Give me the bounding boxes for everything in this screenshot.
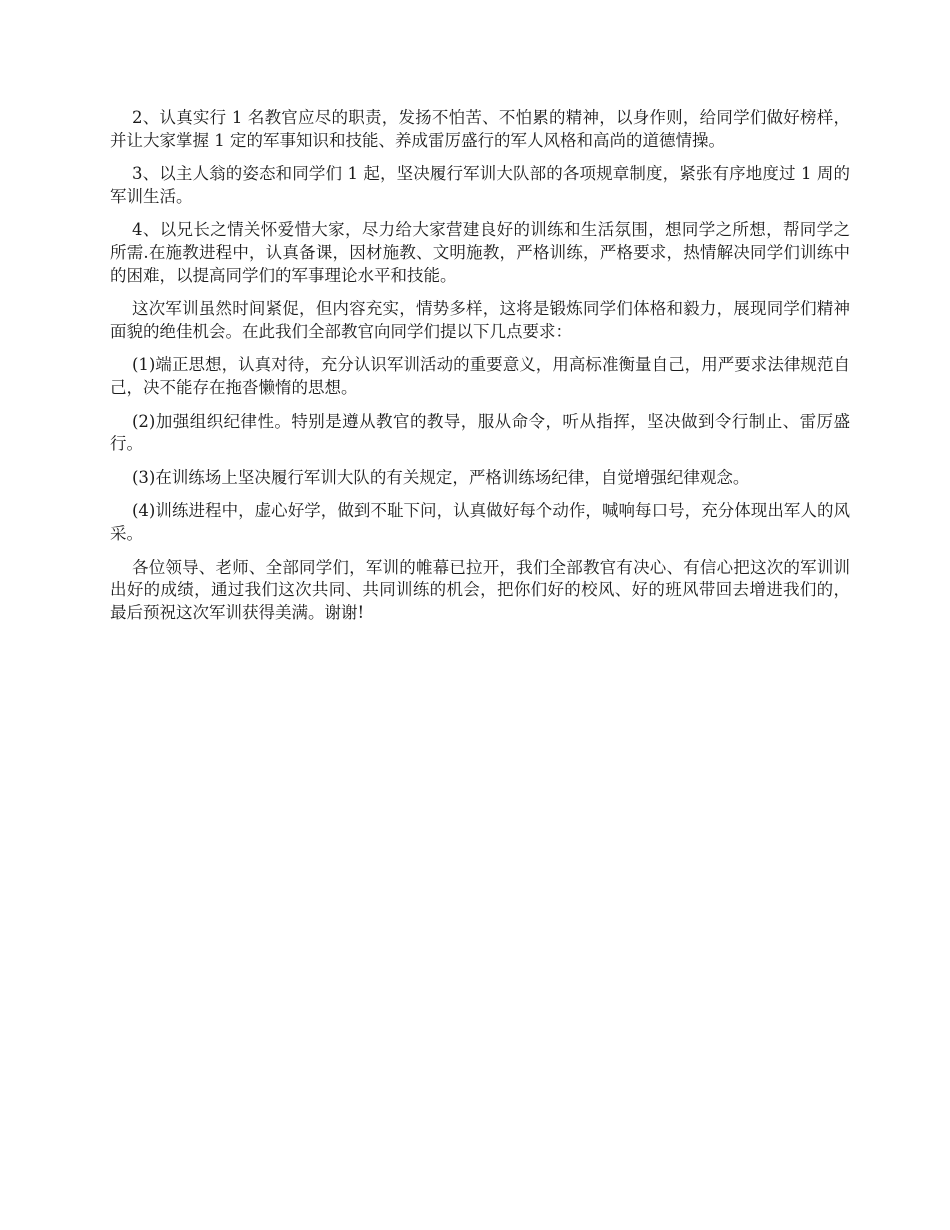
paragraph-requirement-1: (1)端正思想，认真对待，充分认识军训活动的重要意义，用高标准衡量自己，用严要求法律规范自己，决不能存在拖沓懒惰的思想。 bbox=[110, 355, 850, 397]
paragraph-intro-requirements: 这次军训虽然时间紧促，但内容充实，情势多样，这将是锻炼同学们体格和毅力，展现同学们精神面貌的绝佳机会。在此我们全部教官向同学们提以下几点要求： bbox=[110, 299, 850, 341]
paragraph-duty-2: 2、认真实行 1 名教官应尽的职责，发扬不怕苦、不怕累的精神，以身作则，给同学们做好榜样，并让大家掌握 1 定的军事知识和技能、养成雷厉盛行的军人风格和高尚的道德情操。 bbox=[110, 108, 850, 150]
paragraph-duty-3: 3、以主人翁的姿态和同学们 1 起，坚决履行军训大队部的各项规章制度，紧张有序地度过 1 周的军训生活。 bbox=[110, 164, 850, 206]
paragraph-requirement-4: (4)训练进程中，虚心好学，做到不耻下问，认真做好每个动作，喊响每口号，充分体现出军人的风采。 bbox=[110, 501, 850, 543]
paragraph-requirement-3: (3)在训练场上坚决履行军训大队的有关规定，严格训练场纪律，自觉增强纪律观念。 bbox=[132, 467, 750, 487]
paragraph-duty-4: 4、以兄长之情关怀爱惜大家，尽力给大家营建良好的训练和生活氛围，想同学之所想，帮同学之所需.在施教进程中，认真备课，因材施教、文明施教，严格训练，严格要求，热情解决同学们训练中的困难，以提高同学们的军事理论水平和技能。 bbox=[110, 220, 850, 285]
document-page bbox=[110, 107, 850, 635]
paragraph-closing: 各位领导、老师、全部同学们，军训的帷幕已拉开，我们全部教官有决心、有信心把这次的军训训出好的成绩，通过我们这次共同、共同训练的机会，把你们好的校风、好的班风带回去增进我们的，最后预祝这次军训获得美满。谢谢! bbox=[110, 557, 850, 622]
paragraph-requirement-2: (2)加强组织纪律性。特别是遵从教官的教导，服从命令，听从指挥，坚决做到令行制止、雷厉盛行。 bbox=[110, 411, 850, 454]
